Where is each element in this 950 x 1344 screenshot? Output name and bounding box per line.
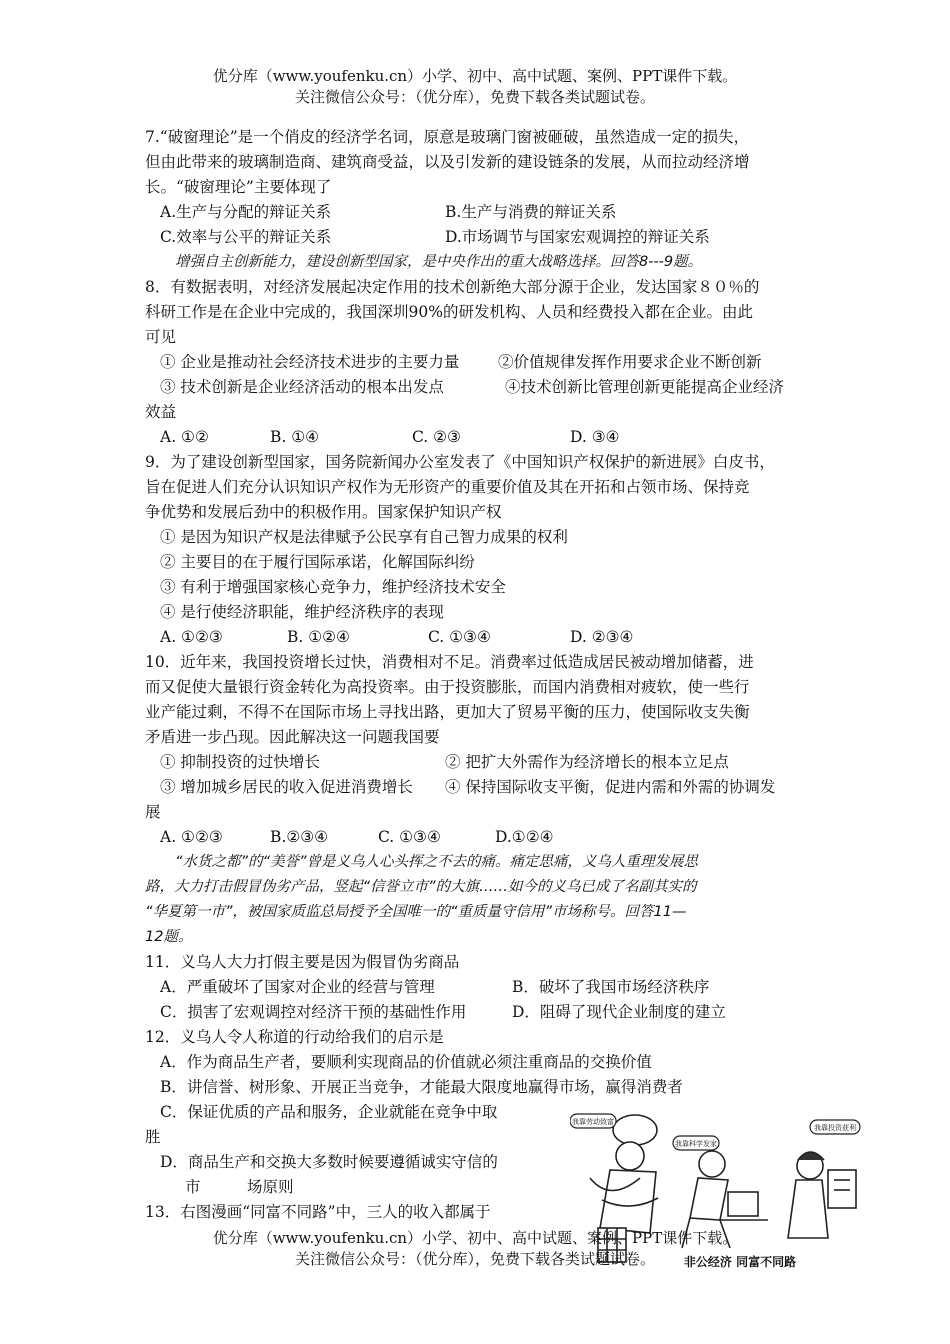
- text-line: B.②③④: [270, 828, 329, 846]
- text-line: 业产能过剩，不得不在国际市场上寻找出路，更加大了贸易平衡的压力，使国际收支失衡: [145, 703, 750, 721]
- text-line: 可见: [145, 328, 177, 346]
- text-line: 效益: [145, 403, 177, 421]
- text-line: 争优势和发展后劲中的积极作用。国家保护知识产权: [145, 503, 502, 521]
- text-line: 13．右图漫画“同富不同路”中，三人的收入都属于: [145, 1203, 491, 1221]
- text-line: 10．近年来，我国投资增长过快，消费相对不足。消费率过低造成居民被动增加储蓄，进: [145, 653, 754, 671]
- investor-figure: [788, 1152, 856, 1238]
- text-line: 11．义乌人大力打假主要是因为假冒伪劣商品: [145, 953, 460, 971]
- text-line: 12题。: [145, 929, 193, 945]
- text-line: C．损害了宏观调控对经济干预的基础性作用: [160, 1003, 467, 1021]
- bubble-2-text: 我靠科学发家: [675, 1140, 717, 1148]
- text-line: ③ 技术创新是企业经济活动的根本出发点: [160, 378, 444, 396]
- text-line: D. ②③④: [570, 628, 634, 646]
- text-line: D．商品生产和交换大多数时候要遵循诚实守信的: [160, 1153, 498, 1171]
- text-line: 增强自主创新能力，建设创新型国家，是中央作出的重大战略选择。回答8---9题。: [175, 254, 703, 270]
- text-line: 长。“破窗理论”主要体现了: [145, 178, 332, 196]
- text-line: 9．为了建设创新型国家，国务院新闻办公室发表了《中国知识产权保护的新进展》白皮书，: [145, 453, 775, 471]
- text-line: ④ 是行使经济职能，维护经济秩序的表现: [160, 603, 444, 621]
- text-line: A.生产与分配的辩证关系: [160, 203, 332, 221]
- text-line: B．讲信誉、树形象、开展正当竞争，才能最大限度地赢得市场，赢得消费者: [160, 1078, 683, 1096]
- text-line: 科研工作是在企业中完成的，我国深圳90%的研发机构、人员和经费投入都在企业。由此: [145, 303, 753, 321]
- text-line: 路，大力打击假冒伪劣产品，竖起“信誉立市”的大旗……如今的义乌已成了名副其实的: [145, 879, 697, 895]
- text-line: A．作为商品生产者，要顺利实现商品的价值就必须注重商品的交换价值: [160, 1053, 652, 1071]
- text-line: B. ①②④: [287, 628, 350, 646]
- text-line: A. ①②③: [160, 628, 223, 646]
- text-line: 8．有数据表明，对经济发展起决定作用的技术创新绝大部分源于企业，发达国家８０％的: [145, 278, 760, 296]
- text-line: ③ 增加城乡居民的收入促进消费增长: [160, 778, 413, 796]
- text-line: ① 企业是推动社会经济技术进步的主要力量: [160, 353, 460, 371]
- text-line: 胜: [145, 1128, 161, 1146]
- text-line: ① 抑制投资的过快增长: [160, 753, 320, 771]
- text-line: C. ①③④: [428, 628, 491, 646]
- text-line: C．保证优质的产品和服务，企业就能在竞争中取: [160, 1103, 498, 1121]
- bubble-3-text: 我靠投资获利: [814, 1124, 856, 1132]
- text-line: D. ③④: [570, 428, 620, 446]
- text-line: B．破坏了我国市场经济秩序: [512, 978, 710, 996]
- header-line-2: 关注微信公众号：（优分库），免费下载各类试题试卷。: [294, 88, 655, 106]
- text-line: C. ①③④: [378, 828, 441, 846]
- text-line: D.①②④: [495, 828, 554, 846]
- text-line: 市 场原则: [185, 1178, 294, 1196]
- text-line: ④技术创新比管理创新更能提高企业经济: [505, 378, 785, 396]
- text-line: 但由此带来的玻璃制造商、建筑商受益，以及引发新的建设链条的发展，从而拉动经济增: [145, 153, 750, 171]
- text-line: “水货之都”的“美誉”曾是义乌人心头挥之不去的痛。痛定思痛，义乌人重理发展思: [175, 854, 699, 870]
- text-line: C.效率与公平的辩证关系: [160, 228, 332, 246]
- text-line: 7.“破窗理论”是一个俏皮的经济学名词，原意是玻璃门窗被砸破，虽然造成一定的损失，: [145, 128, 750, 146]
- text-line: D．阻碍了现代企业制度的建立: [512, 1003, 726, 1021]
- text-line: ② 把扩大外需作为经济增长的根本立足点: [445, 753, 729, 771]
- text-line: ②价值规律发挥作用要求企业不断创新: [498, 353, 762, 371]
- text-line: 展: [145, 803, 161, 821]
- text-line: ③ 有利于增强国家核心竞争力，维护经济技术安全: [160, 578, 506, 596]
- footer-line-2: 关注微信公众号：（优分库），免费下载各类试题试卷。: [294, 1250, 655, 1268]
- text-line: “华夏第一市”，被国家质监总局授予全国唯一的“重质量守信用”市场称号。回答11—: [145, 904, 687, 920]
- text-line: ① 是因为知识产权是法律赋予公民享有自己智力成果的权利: [160, 528, 568, 546]
- text-line: A．严重破坏了国家对企业的经营与管理: [160, 978, 435, 996]
- text-line: ④ 保持国际收支平衡，促进内需和外需的协调发: [445, 778, 776, 796]
- footer-line-1: 优分库（www.youfenku.cn）小学、初中、高中试题、案例、PPT课件下载。: [212, 1229, 738, 1247]
- text-line: 而又促使大量银行资金转化为高投资率。由于投资膨胀，而国内消费相对疲软，使一些行: [145, 678, 750, 696]
- text-line: ② 主要目的在于履行国际承诺，化解国际纠纷: [160, 553, 475, 571]
- cartoon-caption: 非公经济 同富不同路: [683, 1255, 797, 1269]
- text-line: B. ①④: [270, 428, 320, 446]
- text-line: 旨在促进人们充分认识知识产权作为无形资产的重要价值及其在开拓和占领市场、保持竞: [145, 478, 750, 496]
- text-line: A. ①②③: [160, 828, 223, 846]
- text-line: B.生产与消费的辩证关系: [445, 203, 617, 221]
- text-line: D.市场调节与国家宏观调控的辩证关系: [445, 228, 710, 246]
- bubble-1-text: 我靠劳动致富: [572, 1118, 614, 1126]
- text-line: A. ①②: [160, 428, 209, 446]
- text-line: 12．义乌人令人称道的行动给我们的启示是: [145, 1028, 444, 1046]
- text-line: C. ②③: [412, 428, 461, 446]
- header-line-1: 优分库（www.youfenku.cn）小学、初中、高中试题、案例、PPT课件下载。: [212, 67, 738, 85]
- text-line: 矛盾进一步凸现。因此解决这一问题我国要: [145, 728, 440, 746]
